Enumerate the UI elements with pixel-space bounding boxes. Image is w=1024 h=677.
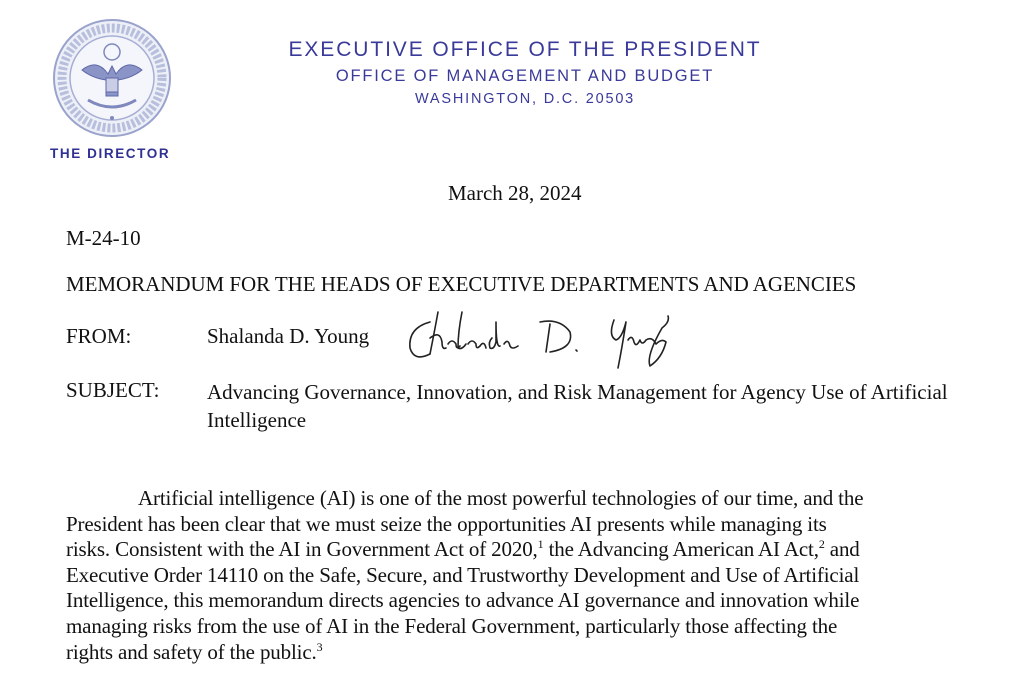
from-name: Shalanda D. Young	[207, 324, 370, 348]
body-line: Artificial intelligence (AI) is one of the most powerful technologies of our time, and the	[138, 486, 864, 510]
memo-addressee: MEMORANDUM FOR THE HEADS OF EXECUTIVE DEPARTMENTS AND AGENCIES	[66, 272, 857, 296]
body-line: President has been clear that we must seize the opportunities AI presents while managing its	[66, 511, 827, 536]
letterhead-line-2: OFFICE OF MANAGEMENT AND BUDGET	[335, 67, 715, 85]
body-line: managing risks from the use of AI in the Federal Government, particularly those affecting the	[66, 613, 838, 638]
from-label: FROM:	[66, 324, 132, 348]
subject-label: SUBJECT:	[66, 378, 160, 402]
handwritten-signature-icon	[400, 308, 680, 378]
body-line: rights and safety of the public.$^3$	[66, 639, 323, 664]
body-paragraph	[66, 486, 966, 665]
body-line: risks. Consistent with the AI in Government Act of 2020,$^1$ the Advancing American AI Act,$^2$ and	[66, 537, 860, 562]
body-line: Intelligence, this memorandum directs agencies to advance AI governance and innovation while	[66, 588, 860, 613]
director-label: THE DIRECTOR	[50, 146, 171, 161]
letterhead-line-1: EXECUTIVE OFFICE OF THE PRESIDENT	[288, 38, 762, 61]
subject-text: Advancing Governance, Innovation, and Risk Management for Agency Use of Artificial Intelligence	[207, 380, 948, 432]
letterhead-address: WASHINGTON, D.C. 20503	[414, 91, 636, 107]
memo-date: March 28, 2024	[448, 181, 582, 205]
memo-number: M-24-10	[66, 226, 141, 250]
footnote-ref-1[interactable]: 1	[537, 537, 544, 552]
footnote-ref-2[interactable]: 2	[818, 537, 825, 552]
body-line: Executive Order 14110 on the Safe, Secure, and Trustworthy Development and Use of Artificial	[66, 562, 860, 587]
omb-seal-icon	[52, 18, 172, 138]
footnote-ref-3[interactable]: 3	[316, 639, 323, 654]
